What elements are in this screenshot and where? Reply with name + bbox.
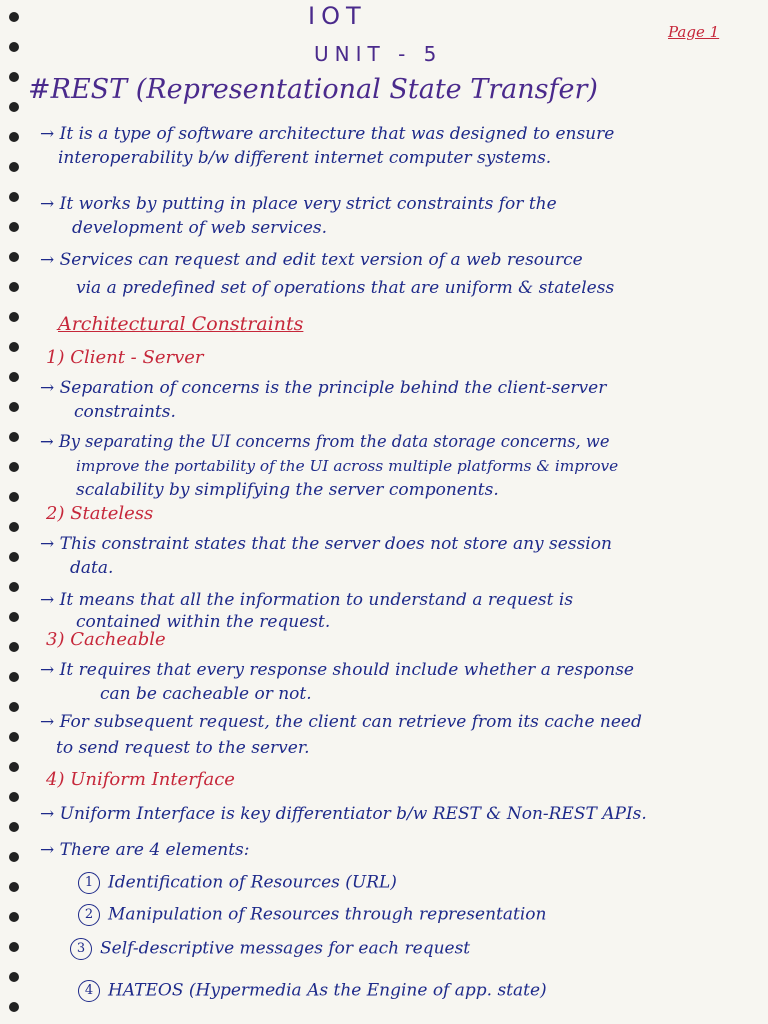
hole-icon: [9, 1002, 19, 1012]
hole-icon: [9, 882, 19, 892]
constraint-point: scalability by simplifying the server components.: [76, 480, 499, 500]
intro-line: → It is a type of software architecture that was designed to ensure: [40, 124, 615, 144]
hole-icon: [9, 72, 19, 82]
number-circle-icon: 2: [78, 904, 100, 926]
constraint-point: → Uniform Interface is key differentiator b/w REST & Non-REST APIs.: [40, 804, 647, 824]
intro-line: interoperability b/w different internet computer systems.: [58, 148, 552, 168]
hole-icon: [9, 942, 19, 952]
element-item: [78, 904, 546, 926]
hole-icon: [9, 42, 19, 52]
hole-icon: [9, 312, 19, 322]
rest-heading: #REST (Representational State Transfer): [28, 74, 598, 105]
hole-icon: [9, 462, 19, 472]
constraint-point: to send request to the server.: [56, 738, 310, 758]
hole-icon: [9, 852, 19, 862]
constraint-point: can be cacheable or not.: [100, 684, 312, 704]
intro-line: via a predefined set of operations that are uniform & stateless: [76, 278, 615, 298]
hole-icon: [9, 552, 19, 562]
hole-icon: [9, 162, 19, 172]
constraint-point: constraints.: [74, 402, 176, 422]
constraint-title: 2) Stateless: [46, 503, 154, 524]
hole-icon: [9, 522, 19, 532]
constraint-point: → It requires that every response should include whether a response: [40, 660, 634, 680]
spiral-holes: [0, 0, 40, 1024]
constraint-point: → Separation of concerns is the principle behind the client-server: [40, 378, 607, 398]
hole-icon: [9, 282, 19, 292]
constraint-point: → It means that all the information to understand a request is: [40, 590, 574, 610]
hole-icon: [9, 252, 19, 262]
hole-icon: [9, 582, 19, 592]
hole-icon: [9, 762, 19, 772]
hole-icon: [9, 342, 19, 352]
hole-icon: [9, 972, 19, 982]
constraint-title: 3) Cacheable: [46, 629, 166, 650]
element-text: Identification of Resources (URL): [108, 872, 397, 893]
constraint-point: → By separating the UI concerns from the data storage concerns, we: [40, 432, 610, 451]
element-item: [78, 980, 547, 1002]
hole-icon: [9, 732, 19, 742]
element-text: Manipulation of Resources through representation: [108, 904, 547, 925]
number-circle-icon: 1: [78, 872, 100, 894]
constraint-title: 4) Uniform Interface: [46, 769, 235, 790]
hole-icon: [9, 702, 19, 712]
constraint-point: contained within the request.: [76, 612, 331, 632]
hole-icon: [9, 822, 19, 832]
constraint-point: → This constraint states that the server does not store any session: [40, 534, 612, 554]
page-number: Page 1: [668, 23, 720, 41]
hole-icon: [9, 612, 19, 622]
hole-icon: [9, 492, 19, 502]
number-circle-icon: 4: [78, 980, 100, 1002]
unit-title: UNIT - 5: [314, 42, 443, 66]
hole-icon: [9, 432, 19, 442]
architectural-constraints-heading: Architectural Constraints: [58, 313, 304, 335]
hole-icon: [9, 222, 19, 232]
constraint-point: data.: [70, 558, 114, 578]
hole-icon: [9, 372, 19, 382]
number-circle-icon: 3: [70, 938, 92, 960]
hole-icon: [9, 102, 19, 112]
subject-title: IOT: [308, 2, 367, 30]
element-text: HATEOS (Hypermedia As the Engine of app. state): [108, 980, 547, 1001]
hole-icon: [9, 402, 19, 412]
constraint-title: 1) Client - Server: [46, 347, 204, 368]
hole-icon: [9, 192, 19, 202]
constraint-point: → There are 4 elements:: [40, 840, 250, 860]
constraint-point: → For subsequent request, the client can retrieve from its cache need: [40, 712, 642, 732]
hole-icon: [9, 912, 19, 922]
intro-line: → Services can request and edit text version of a web resource: [40, 250, 583, 270]
intro-line: development of web services.: [72, 218, 328, 238]
intro-line: → It works by putting in place very strict constraints for the: [40, 194, 557, 214]
element-item: [78, 872, 397, 894]
constraint-point: improve the portability of the UI across multiple platforms & improve: [76, 457, 619, 475]
hole-icon: [9, 12, 19, 22]
hole-icon: [9, 672, 19, 682]
hole-icon: [9, 642, 19, 652]
element-text: Self-descriptive messages for each request: [100, 938, 471, 959]
element-item: [70, 938, 470, 960]
hole-icon: [9, 792, 19, 802]
hole-icon: [9, 132, 19, 142]
